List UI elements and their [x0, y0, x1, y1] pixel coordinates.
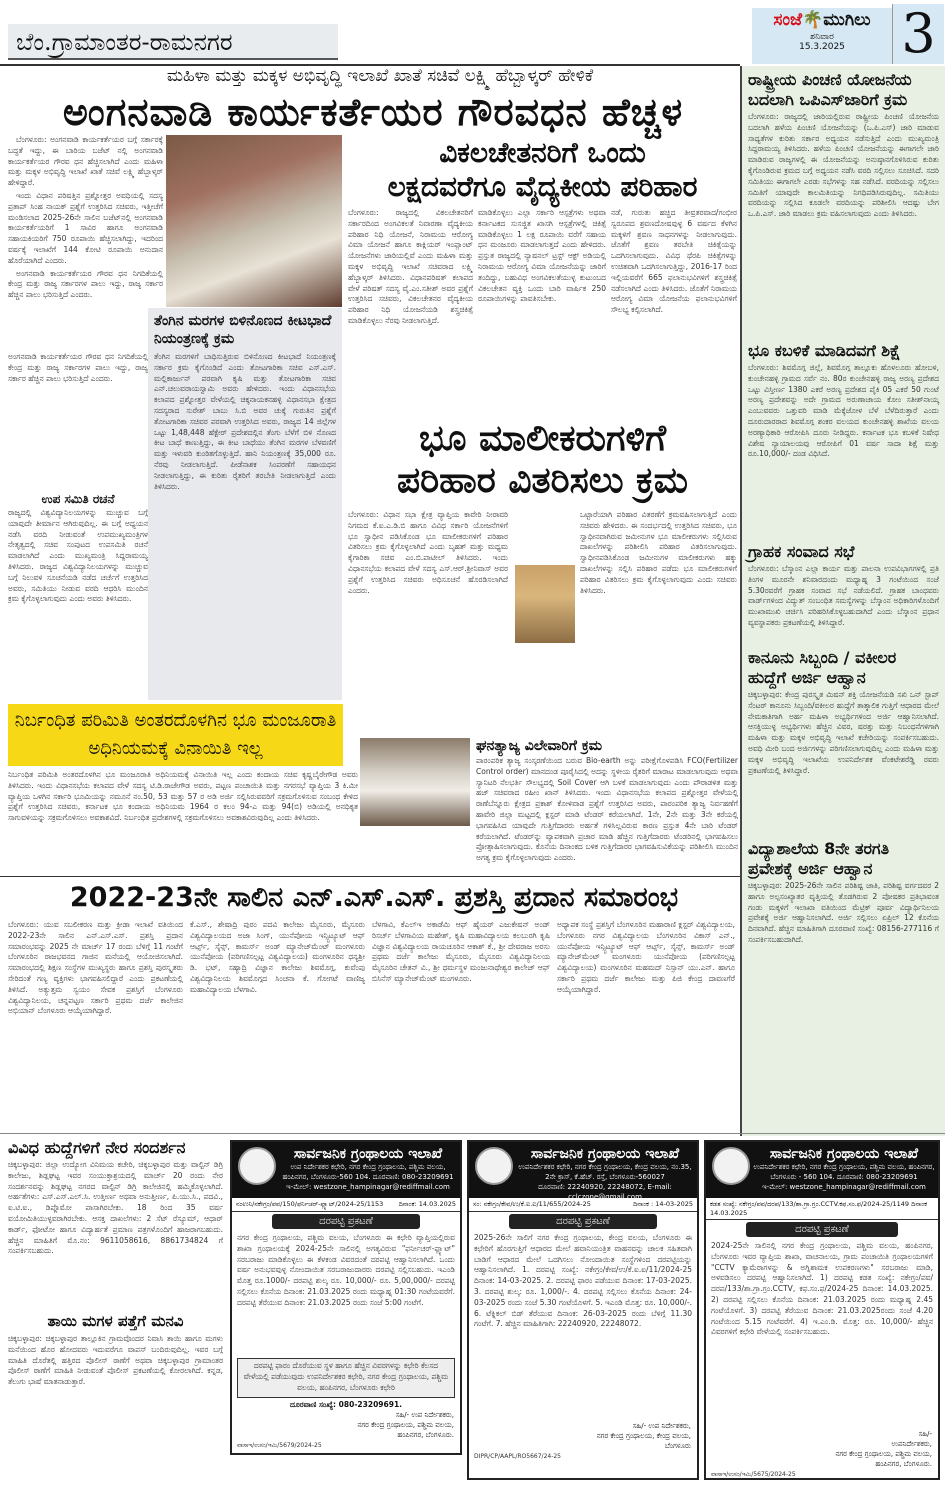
lead-paragraph: ಬೆಂಗಳೂರು: ಅಂಗನವಾಡಿ ಕಾರ್ಯಕರ್ತೆಯರ ಬಗ್ಗೆ ಸರ್ಕಾರಕ್ಕೆ ಬದ್ಧತೆ ಇದ್ದು, ಈ ಬಾರಿಯ ಬಜೆಟ್ ನಲ್ಲಿ ಅಂಗನವಾಡಿ ಕಾರ್ಯಕರ್ತೆಯರ ಗೌರವ ಧನ ಹೆಚ್ಚಿಸಲಾಗಿದೆ ಎಂದು ಮಹಿಳಾ ಮತ್ತು ಮಕ್ಕಳ ಅಭಿವೃದ್ಧಿ ಇಲಾಖೆ ಖಾತೆ ಸಚಿವೆ ಲಕ್ಷ್ಮಿ ಹೆಬ್ಬಾಳ್ಕರ್ ಹೇಳಿದ್ದಾರೆ. — [8, 135, 163, 188]
ad-signature: ನಗರ ಕೇಂದ್ರ ಗ್ರಂಥಾಲಯ, ಪಶ್ಚಿಮ ವಲಯ, — [835, 1450, 932, 1458]
ad-banner: ದರಪಟ್ಟಿ ಪ್ರಕಟಣೆ — [509, 1214, 657, 1229]
ad-email: ಇ-ಮೇಲ್: westzone_hampinagar@rediffmail.com — [762, 1183, 926, 1191]
interview-headline: ವಿವಿಧ ಹುದ್ದೆಗಳಿಗೆ ನೇರ ಸಂದರ್ಶನ — [8, 1138, 186, 1157]
missing-persons-headline: ತಾಯಿ ಮಗಳ ಪತ್ತೆಗೆ ಮನವಿ — [47, 1312, 184, 1330]
ad-ref: ಕಡತ ಸಂಖ್ಯೆ: ನಕೇಗ್ರಂ/ಪವ/ದರಪ/133/ಶಾ.ಗ್ರಾ.ಗ್ರಂ.CCTV.ಕಫ.ಸಂ.ಫ/2024-25/1149 ದಿನಾಂಕ 14.03.2025 — [710, 1200, 928, 1217]
divider — [0, 1133, 945, 1134]
land-headline-line2: ಪರಿಹಾರ ವಿತರಿಸಲು ಕ್ರಮ — [397, 460, 688, 501]
minister-portrait — [515, 565, 575, 643]
ad-signature: ನಗರ ಕೇಂದ್ರ ಗ್ರಂಥಾಲಯ, ಕೇಂದ್ರ ವಲಯ, — [596, 1432, 691, 1440]
ad-signature: ಸಹಿ/- ಉಪ ನಿರ್ದೇಶಕರು, — [632, 1422, 691, 1430]
medical-headline-line2: ಲಕ್ಷದವರೆಗೂ ವೈದ್ಯಕೀಯ ಪರಿಹಾರ — [387, 170, 698, 203]
waste-body: ಪಾರಂಪರಿಕ ತ್ಯಾಜ್ಯ ಸಂಸ್ಕರಣೆಯಿಂದ ಬರುವ Bio-earth ಅನ್ನು ಪರೀಕ್ಷೆಗೊಳಪಡಿಸಿ FCO(Fertilizer Control order) ಮಾನದಂಡ ಪೂರೈಸಿದಲ್ಲಿ ಅದನ್ನು ಸ್ಥಳೀಯ ರೈತರಿಗೆ ಮಾರಾಟ ಮಾಡಲಾಗುವುದು ಅಥವಾ ಸ್ಯಾನಿಟರಿ ನೆಲಭರ್ತಿ ಸೌಲಭ್ಯದಲ್ಲಿ Soil Cover ಆಗಿ ಬಳಕೆ ಮಾಡಲಾಗುವುದು ಎಂದು ಪೌರಾಡಳಿತ ಮತ್ತು ಹಜ್ ಸಚಿವರಾದ ರಹೀಂ ಖಾನ್ ತಿಳಿಸಿದರು. ಇಂದು ವಿಧಾನಸಭೆಯ ಕಲಾಪದ ಪ್ರಶ್ನೋತ್ತರ ವೇಳೆಯಲ್ಲಿ ರಾಣೆಬೆನ್ನೂರು ಕ್ಷೇತ್ರದ ಪ್ರಕಾಶ್ ಕೋಳಿವಾಡ ಪ್ರಶ್ನೆಗೆ ಉತ್ತರಿಸಿದ ಅವರು, ಪಾರಂಪರಿಕ ತ್ಯಾಜ್ಯ ನಿರ್ವಹಣೆಗೆ ಹಾವೇರಿ ಜಿಲ್ಲಾ ಮಟ್ಟದಲ್ಲಿ ಕ್ಲಸ್ಟರ್ ಮಾಡಿ ಟೆಂಡರ್ ಕರೆಯಲಾಗಿದೆ. 1ನೇ, 2ನೇ ಮತ್ತು 3ನೇ ಕರೆಯಲ್ಲಿ ಭಾಗವಹಿಸಿದ ಯಾವುದೇ ಗುತ್ತಿಗೆದಾರರು ಅರ್ಹತೆ ಗಳಿಸಿಲ್ಲವಿರುವ ಕಾರಣ ಪ್ರಸ್ತುತ 4ನೇ ಬಾರಿ ಟೆಂಡರ್ ಕರೆಯಲಾಗಿದೆ. ಟೆಂಡರ್‌ನ್ನು ವ್ಯಾಪಕವಾಗಿ ಪ್ರಚಾರ ಮಾಡಿ ಹೆಚ್ಚಿನ ಗುತ್ತಿಗೆದಾರರು ಟೆಂಡರಿನಲ್ಲಿ ಭಾಗವಹಿಸಲು ಪ್ರೋತ್ಸಾಹಿಸಲಾಗುವುದು. ಕೊನೆಯ ದಿನಾಂಕದ ಬಳಿಕ ಗುತ್ತಿಗೆದಾರರ ಭಾಗವಹಿಸುವಿಕೆಯನ್ನು ಪರಿಶೀಲಿಸಿ ಮುಂದಿನ ಅಗತ್ಯ ಕ್ರಮ ಕೈಗೊಳ್ಳಲಾಗುವುದು ಎಂದರು. — [476, 756, 738, 863]
ad-signature: ಹಂಪಿನಗರ, ಬೆಂಗಳೂರು. — [397, 1431, 454, 1439]
ad-footer: DIPR/CP/AAPL/RO5667/24-25 — [474, 1453, 562, 1460]
medical-headline-line1: ವಿಕಲಚೇತನರಿಗೆ ಒಂದು — [439, 136, 646, 169]
coconut-headline: ತೆಂಗಿನ ಮರಗಳ ಬಿಳಿನೊಣದ ಕೀಟಭಾದೆ ನಿಯಂತ್ರಣಕ್ಕೆ ಕ್ರಮ — [154, 313, 332, 347]
sidebar-body-legal-staff: ಚಿಕ್ಕಬಳ್ಳಾಪುರ: ಕೇಂದ್ರ ಪುರಸ್ಕೃತ ಮಿಷನ್ ಶಕ್ತಿ ಯೋಜನೆಯಡಿ ಸಖಿ ಒನ್ ಸ್ಟಾಪ್ ಸೆಂಟರ್ ಕಾನೂನು ಸಿಬ್ಬಂದಿ/ವಕೀಲರ ಹುದ್ದೆಗೆ ತಾತ್ಕಾಲಿಕ ಗುತ್ತಿಗೆ ಆಧಾರದ ಮೇಲೆ ನೇಮಕಾತಿಗಾಗಿ ಅರ್ಹ ಮಹಿಳಾ ಅಭ್ಯರ್ಥಿಗಳಿಂದ ಅರ್ಜಿ ಆಹ್ವಾನಿಸಲಾಗಿದೆ. ಆಸಕ್ತಿಯುಳ್ಳ ಅಭ್ಯರ್ಥಿಗಳು ಹೆಚ್ಚಿನ ವಿವರ, ಷರತ್ತು ಮತ್ತು ನಿಬಂಧನೆಗಳಿಗಾಗಿ ಮಹಿಳಾ ಮತ್ತು ಮಕ್ಕಳ ಅಭಿವೃದ್ಧಿ ಇಲಾಖೆ ಕಚೇರಿಯನ್ನು ಸಂಪರ್ಕಿಸಬಹುದು. ಅವಧಿ ಮೀರಿ ಬಂದ ಅರ್ಜಿಗಳನ್ನು ಪರಿಗಣಿಸಲಾಗುವುದಿಲ್ಲ ಎಂದು ಮಹಿಳಾ ಮತ್ತು ಮಕ್ಕಳ ಅಭಿವೃದ್ಧಿ ಇಲಾಖೆಯ ಉಪನಿರ್ದೇಶಕ ವೆಂಕಟೇಶರೆಡ್ಡಿ ರವರು ಪ್ರಕಟಣೆಯಲ್ಲಿ ತಿಳಿಸಿದ್ದಾರೆ. — [748, 690, 939, 775]
sidebar-body-pension: ಬೆಂಗಳೂರು: ರಾಜ್ಯದಲ್ಲಿ ಜಾರಿಯಲ್ಲಿರುವ ರಾಷ್ಟ್ರೀಯ ಪಿಂಚಣಿ ಯೋಜನೆಯ ಬದಲಾಗಿ ಹಳೆಯ ಪಿಂಚಣಿ ಯೋಜನೆಯನ್ನು (ಒ.ಪಿ.ಎಸ್) ಜಾರಿ ಮಾಡುವ ಸಾಧ್ಯತೆಗಳ ಕುರಿತು ಸರ್ಕಾರ ಅಧ್ಯಯನ ನಡೆಸುತ್ತಿದೆ ಎಂದು ಮುಖ್ಯಮಂತ್ರಿ ಸಿದ್ದರಾಮಯ್ಯ ತಿಳಿಸಿದರು. ಹಳೆಯ ಪಿಂಚಣಿ ಯೋಜನೆಯನ್ನು ಈಗಾಗಲೇ ಜಾರಿ ಮಾಡಿರುವ ರಾಜ್ಯಗಳಲ್ಲಿ ಈ ಯೋಜನೆಯನ್ನು ಅನುಷ್ಠಾನಗೊಳಿಸಿರುವ ಕುರಿತು ಕೈಗೊಂಡಿರುವ ಕ್ರಮದ ಬಗ್ಗೆ ಅಧ್ಯಯನ ನಡೆಸಿ ವರದಿ ಸಲ್ಲಿಸಲು ಸೂಚಿಸಿದೆ. ಸದರಿ ಸಮಿತಿಯು ಈಗಾಗಲೇ ಎರಡು ಸಭೆಗಳನ್ನು ಸಹ ನಡೆಸಿದೆ. ವರದಿಯನ್ನು ಸಲ್ಲಿಸಲು ಸಮಿತಿಗೆ ಯಾವುದೇ ಕಾಲಮಿತಿಯನ್ನು ನಿಗಧಿಪಡಿಸಿರುವುದಿಲ್ಲ. ಸಮಿತಿಯು ವರದಿಯನ್ನು ಸಲ್ಲಿಸಿದ ಕೂಡಲೇ ವರದಿಯನ್ನು ಪರಿಶೀಲಿಸಿ ಆದಷ್ಟು ಬೇಗ ಒ.ಪಿ.ಎಸ್. ಜಾರಿ ಮಾಡಲು ಕ್ರಮ ವಹಿಸಲಾಗುವುದು ಎಂದು ತಿಳಿಸಿದರು. — [748, 112, 939, 219]
nss-headline: 2022-23ನೇ ಸಾಲಿನ ಎನ್.ಎಸ್.ಎಸ್. ಪ್ರಶಸ್ತಿ ಪ್ರದಾನ ಸಮಾರಂಭ — [69, 882, 679, 913]
ad-signature: ಉಪನಿರ್ದೇಶಕರು, — [891, 1440, 932, 1448]
medical-col-1: ಬೆಂಗಳೂರು: ರಾಜ್ಯದಲ್ಲಿ ವಿಕಲಚೇತನರಿಗೆ ಸರ್ಕಾರದಿಂದ ಅಂಗವಿಕಲತೆ ನಿವಾರಣಾ ವೈದ್ಯಕೀಯ ಪರಿಹಾರ ನಿಧಿ ಯೋಜನೆ, ನಿರಾಮಯ ಆರೋಗ್ಯ ವಿಮಾ ಯೋಜನೆ ಹಾಗೂ ಕಾಕ್ಲಿಯರ್ ಇಂಪ್ಲಾಂಟ್ ಯೋಜನೆಗಳು ಜಾರಿಯಲ್ಲಿವೆ ಎಂದು ಮಹಿಳಾ ಮತ್ತು ಮಕ್ಕಳ ಅಭಿವೃದ್ಧಿ ಇಲಾಖೆ ಸಚಿವರಾದ ಲಕ್ಷ್ಮಿ ಹೆಬ್ಬಾಳ್ಕರ್ ತಿಳಿಸಿದರು. ವಿಧಾನಪರಿಷತ್ ಕಲಾಪದ ವೇಳೆ ಪರಿಷತ್ ಸದಸ್ಯ ವೈ.ಎಂ.ಸತೀಶ್ ಅವರ ಪ್ರಶ್ನೆಗೆ ಉತ್ತರಿಸಿದ ಸಚಿವರು, ವಿಕಲಚೇತನರ ವೈದ್ಯಕೀಯ ಪರಿಹಾರ ನಿಧಿ ಯೋಜನೆಯಡಿ ಶಸ್ತ್ರಚಿಕಿತ್ಸೆ ಮಾಡಿಕೊಳ್ಳಲು ನೆರವು ನೀಡಲಾಗುತ್ತಿದೆ. — [348, 208, 473, 325]
subhead-sub-committee: ಉಪ ಸಮಿತಿ ರಚನೆ — [41, 492, 115, 506]
sidebar-body-consumer-meet: ಬೆಂಗಳೂರು: ಬೆಸ್ಕಾಂನ ಎಲ್ಲಾ ಕಾರ್ಯ ಮತ್ತು ಪಾಲನಾ ಉಪವಿಭಾಗಗಳಲ್ಲಿ ಪ್ರತಿ ತಿಂಗಳ ಮೂರನೇ ಶನಿವಾರದಂದು ಮಧ್ಯಾಹ್ನ 3 ಗಂಟೆಯಿಂದ ಸಂಜೆ 5.30ರವರೆಗೆ ಗ್ರಾಹಕ ಸಂವಾದ ಸಭೆ ನಡೆಯಲಿದೆ. ಗ್ರಾಹಕ ಬಾಂಧವರು ವಾರ್ಡ್‌ಗಳಿಂದ ವಿದ್ಯುತ್ ಸಂಬಂಧಿತ ಸಮಸ್ಯೆಗಳನ್ನು ಬೆಸ್ಕಾಂನ ಅಧಿಕಾರಿಗಳೊಂದಿಗೆ ಮುಖಾಮುಖಿ ಚರ್ಚಿಸಿ ಪರಿಹರಿಸಿಕೊಳ್ಳಬಹುದಾಗಿದೆ ಎಂದು ಬೆಸ್ಕಾಂನ ಪ್ರಧಾನ ವ್ಯವಸ್ಥಾಪಕರು ಪ್ರಕಟಣೆಯಲ್ಲಿ ತಿಳಿಸಿದ್ದಾರೆ. — [748, 564, 939, 627]
ad-signature: ನಗರ ಕೇಂದ್ರ ಗ್ರಂಥಾಲಯ, ಪಶ್ಚಿಮ ವಲಯ, — [357, 1421, 454, 1429]
interview-body: ಚಿಕ್ಕಬಳ್ಳಾಪುರ: ಜಿಲ್ಲಾ ಉದ್ಯೋಗ ವಿನಿಮಯ ಕಚೇರಿ, ಚಿಕ್ಕಬಳ್ಳಾಪುರ ಮತ್ತು ವಾಲ್ಟಿನ್ ಡಿಗ್ರಿ ಕಾಲೇಜು, ಶಿಡ್ಲಘಟ್ಟ ಇವರ ಸಂಯುಕ್ತಾಶ್ರಯದಲ್ಲಿ ಮಾರ್ಚ್ 20 ರಂದು ನೇರ ಸಂದರ್ಶನವನ್ನು ಶಿಡ್ಲಘಟ್ಟ ನಗರದ ವಾಲ್ಟಿನ್ ಡಿಗ್ರಿ ಕಾಲೇಜಿನಲ್ಲಿ ಹಮ್ಮಿಕೊಳ್ಳಲಾಗಿದೆ. ಅರ್ಹತೆಗಳು: ಎಸ್.ಎಸ್.ಎಲ್.ಸಿ. ಉತ್ತೀರ್ಣ ಅಥವಾ ಅನುತ್ತೀರ್ಣ, ಪಿ.ಯು.ಸಿ., ಪದವಿ., ಐ.ಟಿ.ಐ., ಡಿಪ್ಲೊಮೋ ಪಾಸಾಗಿರಬೇಕು. 18 ರಿಂದ 35 ವರ್ಷ ವಯೋಮಿತಿಯುಳ್ಳವರಾಗಿರಬೇಕು. ಆಸಕ್ತ ದಾಖಲೆಗಳು: 2 ಸೆಟ್ ರೆಸ್ಯೂಮ್, ಆಧಾರ್ ಕಾರ್ಡ್, ಫೋಟೋ ಹಾಗೂ ವಿದ್ಯಾರ್ಹತೆ ಪ್ರಮಾಣ ಪತ್ರಗಳೊಂದಿಗೆ ಹಾಜರಾಗಬಹುದು. ಹೆಚ್ಚಿನ ಮಾಹಿತಿಗೆ ಮೊ.ನಂ: 9611058616, 8861734824 ಗೆ ಸಂಪರ್ಕಿಸಬಹುದು. — [8, 1160, 223, 1256]
medical-col-2: ಮಾಡಿಕೊಳ್ಳಲು ಎಲ್ಲಾ ಸರ್ಕಾರಿ ಆಸ್ಪತ್ರೆಗಳು ಅಥವಾ ಕರ್ನಾಟಕದ ಸುಸಜ್ಜಿತ ಖಾಸಗಿ ಆಸ್ಪತ್ರೆಗಳಲ್ಲಿ ಚಿಕಿತ್ಸೆ ಮಾಡಿಕೊಳ್ಳಲು 1 ಲಕ್ಷ ರೂಪಾಯಿ ವರೆಗೆ ಸಹಾಯ ಧನ ಮಂಜೂರು ಮಾಡಲಾಗುತ್ತದೆ ಎಂದು ಹೇಳಿದರು. ಪ್ರಸ್ತುತ ರಾಜ್ಯದಲ್ಲಿ ನ್ಯಾಷನಲ್ ಟ್ರಸ್ಟ್ ಆಕ್ಟ್ ಅಡಿಯಲ್ಲಿ ನಿರಾಮಯ ಆರೋಗ್ಯ ವಿಮಾ ಯೋಜನೆಯನ್ನು ಜಾರಿಗೆ ತಂದಿದ್ದು, ಬಹುವಿಧ ಅಂಗವಿಕಲತೆಯುಳ್ಳ ಕುಟುಂಬದ ವಿಕಲಚೇತನ ವ್ಯಕ್ತಿ ಒಂದು ಬಾರಿ ವಾರ್ಷಿಕ 250 ರೂಪಾಯಿಗಳನ್ನು ಪಾವತಿಸಬೇಕು. — [478, 208, 606, 304]
ad-banner: ದರಪಟ್ಟಿ ಪ್ರಕಟಣೆ — [272, 1214, 420, 1229]
coconut-story-box — [148, 308, 342, 700]
ad-phone: ದೂರವಾಣಿ ಸಂಖ್ಯೆ: 080-23209691. — [289, 1400, 403, 1409]
waste-headline: ಘನತ್ಯಾಜ್ಯ ವಿಲೇವಾರಿಗೆ ಕ್ರಮ — [476, 738, 603, 754]
lead-body-cont: ಅಂಗನವಾಡಿ ಕಾರ್ಯಕರ್ತೆಯರ ಗೌರವ ಧನ ನಿಗದಿಕೆಯಲ್ಲಿ ಕೇಂದ್ರ ಮತ್ತು ರಾಜ್ಯ ಸರ್ಕಾರಗಳ ಪಾಲು ಇದ್ದು, ರಾಜ್ಯ ಸರ್ಕಾರ ಹೆಚ್ಚಿನ ಪಾಲು ಭರಿಸುತ್ತಿದೆ ಎಂದರು. — [8, 352, 148, 383]
govt-seal-icon — [712, 1147, 750, 1185]
sidebar-body-school-admission: ಚಿಕ್ಕಬಳ್ಳಾಪುರ: 2025-26ನೇ ಸಾಲಿನ ಪರಿಶಿಷ್ಟ ಜಾತಿ, ಪರಿಶಿಷ್ಟ ವರ್ಗದವರ 2 ಹಾಗೂ ಅಲ್ಪಸಂಖ್ಯಾತರ ವೃತ್ತಿಯಲ್ಲಿ ತೊಡಗಿರುವ 2 ಪೋಷಕರ ಪ್ರತಿಭಾವಂತ ಗಂಡು ಮಕ್ಕಳಿಗೆ ಇಲಾಖಾ ವತಿಯಿಂದ ಮೆಟ್ರಿಕ್ ಪೂರ್ವ ವಿದ್ಯಾರ್ಥಿನಿಲಯ ಪ್ರವೇಶಕ್ಕೆ ಅರ್ಜಿ ಆಹ್ವಾನಿಸಲಾಗಿದೆ. ಅರ್ಜಿ ಸಲ್ಲಿಸಲು ಏಪ್ರಿಲ್ 12 ಕೊನೆಯ ದಿನವಾಗಿದೆ. ಹೆಚ್ಚಿನ ಮಾಹಿತಿಗಾಗಿ ದೂರವಾಣಿ ಸಂಖ್ಯೆ: 08156-277116 ಗೆ ಸಂಪರ್ಕಿಸಬಹುದಾಗಿದೆ. — [748, 881, 939, 944]
exemption-headline: ನಿರ್ಬಂಧಿತ ಪರಿಮಿತಿ ಅಂತರದೊಳಗಿನ ಭೂ ಮಂಜೂರಾತಿ ಅಧಿನಿಯಮಕ್ಕೆ ವಿನಾಯಿತಿ ಇಲ್ಲ — [8, 704, 343, 766]
ad-title: ಸಾರ್ವಜನಿಕ ಗ್ರಂಥಾಲಯ ಇಲಾಖೆ — [769, 1146, 919, 1162]
sidebar-headline-pension: ರಾಷ್ಟ್ರೀಯ ಪಿಂಚಣಿ ಯೋಜನೆಯ ಬದಲಾಗಿ ಒಪಿಎಸ್‌ಜಾರಿಗೆ ಕ್ರಮ — [748, 70, 912, 109]
issue-date: 15.3.2025 — [799, 42, 845, 52]
nss-col-2: ಕೆ.ಎಸ್., ಶೇಷಾದ್ರಿ ಪುರಂ ಪದವಿ ಕಾಲೇಜು ಮೈಸೂರು, ಮೈಸೂರು ವಿಶ್ವವಿದ್ಯಾಲಯದ ಅಜಾ ಸಿಂಗ್, ಯುನೆಪೋಯ ಇನ್ಸ್ಟಿಟ್ಯೂಟ್ ಆಫ್ ಆರ್ಟ್ಸ್, ಸೈನ್ಸ್, ಕಾಮರ್ಸ್ ಅಂಡ್ ಮ್ಯಾನೇಜ್‌ಮೆಂಟ್ ಮಂಗಳೂರು ಯುನೆಪೋಯ (ಪರಿಗಣಿಸಲ್ಪಟ್ಟ ವಿಶ್ವವಿದ್ಯಾಲಯ) ಮಂಗಳೂರಿನ ಧನ್ಯಶ್ರೀ ಡಿ. ಭಟ್, ಸಹ್ಯಾದ್ರಿ ವಿಜ್ಞಾನ ಕಾಲೇಜು ಶಿವಮೊಗ್ಗ, ಕುವೆಂಪು ವಿಶ್ವವಿದ್ಯಾನಿಲಯ ಶಿವಮೊಗ್ಗದ ಸಿಂಚನಾ ಕೆ. ಗೋಗಟೆ ವಾಣಿಜ್ಯ ಮಹಾವಿದ್ಯಾಲಯ ಬೆಳಗಾವಿ. — [190, 920, 365, 994]
nss-col-1: ಬೆಂಗಳೂರು: ಯುವ ಸಬಲೀಕರಣ ಮತ್ತು ಕ್ರೀಡಾ ಇಲಾಖೆ ವತಿಯಿಂದ 2022-23ನೇ ಸಾಲಿನ ಎನ್.ಎಸ್.ಎಸ್. ಪ್ರಶಸ್ತಿ ಪ್ರದಾನ ಸಮಾರಂಭವನ್ನು 2025 ನೇ ಮಾರ್ಚ್ 17 ರಂದು ಬೆಳಿಗ್ಗೆ 11 ಗಂಟೆಗೆ ಬೆಂಗಳೂರಿನ ರಾಜಭವನದ ಗಾಜಿನ ಮನೆಯಲ್ಲಿ ಆಯೋಜಿಸಲಾಗಿದೆ. ಸಮಾರಂಭದಲ್ಲಿ ಶಿಕ್ಷಣ ಸಂಸ್ಥೆಗಳ ಮುಖ್ಯಸ್ಥರು ಹಾಗೂ ಪ್ರಶಸ್ತಿ ಪುರಸ್ಕೃತರು ಸೇರಿದಂತೆ ಗಣ್ಯ ವ್ಯಕ್ತಿಗಳು ಭಾಗವಹಿಸಲಿದ್ದಾರೆ ಎಂದು ಪ್ರಕಟಣೆಯಲ್ಲಿ ತಿಳಿಸಿದೆ. ಅತ್ಯುತ್ತಮ ಸ್ವಯಂ ಸೇವಕ ಪ್ರಶಸ್ತಿಗೆ ಬೆಂಗಳೂರು ವಿಶ್ವವಿದ್ಯಾನಿಲಯ, ಚನ್ನಪಟ್ಟಣ ಸರ್ಕಾರಿ ಪ್ರಥಮ ದರ್ಜೆ ಕಾಲೇಜಿನ ಅಭಿಯಾನ್ ಬೆಂಗಳೂರು ಆಯ್ಕೆಯಾಗಿದ್ದಾರೆ. — [8, 920, 183, 1016]
lead-paragraph: ಇಂದು ವಿಧಾನ ಪರಿಷತ್ತಿನ ಪ್ರಶ್ನೋತ್ತರ ಅವಧಿಯಲ್ಲಿ ಸದಸ್ಯ ಪ್ರತಾಪ್ ಸಿಂಹ ನಾಯಕ್ ಪ್ರಶ್ನೆಗೆ ಉತ್ತರಿಸಿದ ಸಚಿವರು, ಇತ್ತೀಚೆಗೆ ಮಂಡಿಸಲಾದ 2025-26ನೇ ಸಾಲಿನ ಬಜೆಟ್‌ನಲ್ಲಿ ಅಂಗನವಾಡಿ ಕಾರ್ಯಕರ್ತೆಯರಿಗೆ 1 ಸಾವಿರ ಹಾಗೂ ಅಂಗನವಾಡಿ ಸಹಾಯಕಿಯರಿಗೆ 750 ರೂಪಾಯಿ ಹೆಚ್ಚಿಸಲಾಗಿದ್ದು, ಇದರಿಂದ ವರ್ಷಕ್ಕೆ ಇಲಾಖೆಗೆ 144 ಕೋಟಿ ರೂಪಾಯಿ ಅನುದಾನ ಹೊರೆಯಾಗಿದೆ ಎಂದರು. — [8, 190, 163, 265]
assembly-photo — [360, 738, 470, 826]
tender-ad-3 — [704, 1140, 940, 1480]
ad-body: ನಗರ ಕೇಂದ್ರ ಗ್ರಂಥಾಲಯ, ಪಶ್ಚಿಮ ವಲಯ, ಬೆಂಗಳೂರು ಈ ಕಛೇರಿ ವ್ಯಾಪ್ತಿಯಲ್ಲಿರುವ ಶಾಖಾ ಗ್ರಂಥಾಲಯಕ್ಕೆ 2024-25ನೇ ಸಾಲಿನಲ್ಲಿ ಅಗತ್ಯವಿರುವ "ಫರ್ನೀಚರ್-ಫ್ಲ್ಯಾಟ್" ಸರಬರಾಜು ಮಾಡಿಕೊಳ್ಳಲು ಈ ಕೆಳಕಂಡ ವಿವರದಂತೆ ದರಪಟ್ಟಿ ಆಹ್ವಾನಿಸಲಾಗಿದೆ. ಒಂದು ವರ್ಷ ಅನುಭವವುಳ್ಳ ನೋಂದಾಯಿತ ಸರಬರಾಜುದಾರರು ದರಪಟ್ಟಿ ಸಲ್ಲಿಸಬಹುದು. ಇಎಂಡಿ ಮೊತ್ತ ರೂ.1000/- ದರಪಟ್ಟಿ ಶುಲ್ಕ ರೂ. 10,000/- ರೂ. 5,00,000/- ದರಪಟ್ಟಿ ಸಲ್ಲಿಸಲು ಕೊನೆಯ ದಿನಾಂಕ: 21.03.2025 ರಂದು ಮಧ್ಯಾಹ್ನ 01:30 ಗಂಟೆಯವರೆಗೆ. ದರಪಟ್ಟಿ ತೆರೆಯುವ ದಿನಾಂಕ: 21.03.2025 ರಂದು ಸಂಜೆ 5:00 ಗಂಟೆಗೆ. — [237, 1233, 455, 1307]
ad-date: ದಿನಾಂಕ : 14-03-2025 — [632, 1200, 693, 1208]
issue-day: ಶನಿವಾರ — [810, 32, 834, 42]
ad-signature: ಹಂಪಿನಗರ, ಬೆಂಗಳೂರು. — [875, 1460, 932, 1468]
section-tag: ಬೆಂ.ಗ್ರಾಮಾಂತರ-ರಾಮನಗರ — [8, 24, 338, 60]
lead-body — [8, 135, 163, 350]
nss-col-4: ಅಧ್ಯಾಪಕ ಸಂಸ್ಥೆ ಪ್ರಶಸ್ತಿಗೆ ಬೆಂಗಳೂರಿನ ಮಹಾರಾಣಿ ಕ್ಲಸ್ಟರ್ ವಿಶ್ವವಿದ್ಯಾಲಯ, ಬೆಂಗಳೂರು ನಗರ ವಿಶ್ವವಿದ್ಯಾಲಯ ಬೆಂಗಳೂರಿನ ವಿಕಾಸ್ ಎನ್., ಯುನೆಪೋಯ ಇನ್ಸ್ಟಿಟ್ಯೂಟ್ ಆಫ್ ಆರ್ಟ್ಸ್, ಸೈನ್ಸ್, ಕಾಮರ್ಸ್ ಅಂಡ್ ಮ್ಯಾನೇಜ್‌ಮೆಂಟ್ ಮಂಗಳೂರು ಯುನೆಪೋಯ (ಪರಿಗಣಿಸಲ್ಪಟ್ಟ ವಿಶ್ವವಿದ್ಯಾಲಯ) ಮಂಗಳೂರಿನ ಮಹಮದ್ ನಿಸ್ಸಾನ್ ಯು.ಎನ್. ಹಾಗೂ ಸರ್ಕಾರಿ ಪ್ರಥಮ ದರ್ಜೆ ಕಾಲೇಜು ಮತ್ತು ಪಿಜಿ ಕೇಂದ್ರ ದಾವಣಗೆರೆ ಆಯ್ಕೆಯಾಗಿದ್ದಾರೆ. — [557, 920, 735, 994]
lead-paragraph: ಅಂಗನವಾಡಿ ಕಾರ್ಯಕರ್ತೆಯರ ಗೌರವ ಧನ ನಿಗದಿಕೆಯಲ್ಲಿ ಕೇಂದ್ರ ಮತ್ತು ರಾಜ್ಯ ಸರ್ಕಾರಗಳ ಪಾಲು ಇದ್ದು, ರಾಜ್ಯ ಸರ್ಕಾರ ಹೆಚ್ಚಿನ ಪಾಲು ಭರಿಸುತ್ತಿದೆ ಎಂದರು. — [8, 268, 163, 300]
ad-title: ಸಾರ್ವಜನಿಕ ಗ್ರಂಥಾಲಯ ಇಲಾಖೆ — [293, 1146, 443, 1162]
ad-address: ಉಪನಿರ್ದೇಶಕರ ಕಛೇರಿ, ನಗರ ಕೇಂದ್ರ ಗ್ರಂಥಾಲಯ, ಪಶ್ಚಿಮ ವಲಯ, ಹಂಪಿನಗರ, ಬೆಂಗಳೂರು - 560 104. ದೂರವಾಣಿ: 080-23209691 — [753, 1163, 935, 1181]
masthead — [752, 8, 892, 64]
govt-seal-icon — [238, 1147, 276, 1185]
missing-persons-body: ಚಿಕ್ಕಬಳ್ಳಾಪುರ: ಚಿಕ್ಕಬಳ್ಳಾಪುರ ತಾಲ್ಲೂಕಿನ ಗ್ರಾಮವೊಂದರ ನಿವಾಸಿ ತಾಯಿ ಹಾಗೂ ಮಗಳು ಮನೆಯಿಂದ ಹೊರ ಹೋದವರು ಇದುವರೆಗೂ ವಾಪಸ್ ಬಂದಿರುವುದಿಲ್ಲ. ಇವರ ಬಗ್ಗೆ ಮಾಹಿತಿ ದೊರೆತಲ್ಲಿ ಹತ್ತಿರದ ಪೊಲೀಸ್ ಠಾಣೆಗೆ ಅಥವಾ ಚಿಕ್ಕಬಳ್ಳಾಪುರ ಗ್ರಾಮಾಂತರ ಪೊಲೀಸ್ ಠಾಣೆಗೆ ಮಾಹಿತಿ ನೀಡುವಂತೆ ಪೊಲೀಸ್ ಪ್ರಕಟಣೆಯಲ್ಲಿ ಕೋರಲಾಗಿದೆ. ಕನ್ನಡ, ತೆಲುಗು ಭಾಷೆ ಮಾತನಾಡುತ್ತಾರೆ. — [8, 1334, 223, 1387]
ad-signature: ಸಹಿ/- — [918, 1430, 932, 1438]
sidebar-headline-consumer-meet: ಗ್ರಾಹಕ ಸಂವಾದ ಸಭೆ — [748, 542, 855, 561]
coconut-body: ತೆಂಗಿನ ಮರಗಳಿಗೆ ಬಾಧಿಸುತ್ತಿರುವ ಬಿಳಿನೊಣದ ಕೀಟಭಾದೆ ನಿಯಂತ್ರಣಕ್ಕೆ ಸರ್ಕಾರ ಕ್ರಮ ಕೈಗೊಂಡಿದೆ ಎಂದು ತೋಟಗಾರಿಕಾ ಸಚಿವ ಎಸ್.ಎಸ್. ಮಲ್ಲಿಕಾರ್ಜುನ್ ಪರವಾಗಿ ಕೃಷಿ ಮತ್ತು ತೋಟಗಾರಿಕಾ ಸಚಿವ ಎನ್.ಚಲುವರಾಯಸ್ವಾಮಿ ಅವರು ಹೇಳಿದರು. ಇಂದು ವಿಧಾನಸಭೆಯ ಕಲಾಪದ ಪ್ರಶ್ನೋತ್ತರ ವೇಳೆಯಲ್ಲಿ ಚಿಕ್ಕನಾಯಕನಹಳ್ಳಿ ವಿಧಾನಸಭಾ ಕ್ಷೇತ್ರದ ಸದಸ್ಯರಾದ ಸುರೇಶ್ ಬಾಬು ಸಿ.ಬಿ ಅವರ ಚುಕ್ಕೆ ಗುರುತಿನ ಪ್ರಶ್ನೆಗೆ ತೋಟಗಾರಿಕಾ ಸಚಿವರ ಪರವಾಗಿ ಉತ್ತರಿಸಿದ ಅವರು, ರಾಜ್ಯದ 14 ಜಿಲ್ಲೆಗಳ ಒಟ್ಟು 1,48,448 ಹೆಕ್ಟೇರ್ ಪ್ರದೇಶದಲ್ಲಿನ ತೆಂಗು ಬೆಳೆಗೆ ಬಿಳಿ ನೊಣದ ಕೀಟ ಬಾಧೆ ಕಾಣುತ್ತಿದ್ದು, ಈ ಕೀಟ ಬಾಧೆಯು ತೆಂಗಿನ ಮರಗಳ ಬೆಳವಣಿಗೆ ಮತ್ತು ಇಳುವರಿ ಕುಂಠಿತಗೊಳ್ಳುತ್ತಿದೆ. ಹಾನಿ ನಿಯಂತ್ರಣಕ್ಕೆ 35,000 ರೂ. ನೆರವು ನೀಡಲಾಗುತ್ತಿದೆ. ಪೀಡೆನಾಶಕ ಸಿಂಪರಣೆಗೆ ಸಹಾಯಧನ ನೀಡಲಾಗುತ್ತಿದ್ದು, ಈ ಕುರಿತು ರೈತರಿಗೆ ತರಬೇತಿ ನೀಡಲಾಗುತ್ತಿದೆ ಎಂದು ತಿಳಿಸಿದರು. — [154, 352, 336, 491]
medical-col-3: ನಡೆ, ಗುರುತು ಹಚ್ಚಿದ ತೀವ್ರತರವಾದ/ಗಂಭೀರ ಸ್ವರೂಪದ ಶ್ರವಣದೋಷವುಳ್ಳ 6 ವರ್ಷದ ಕೆಳಗಿನ ಮಕ್ಕಳಿಗೆ ಶ್ರವಣ ಸಾಧನಗಳನ್ನು ನೀಡಲಾಗುವುದು. ಜೊತೆಗೆ ಶ್ರವಣ ತರಬೇತಿ ಚಿಕಿತ್ಸೆಯನ್ನು ಒದಗಿಸಲಾಗುವುದು. ವಿವಿಧ ಥೆರಪಿ ಚಿಕಿತ್ಸೆಗಳನ್ನು ಉಚಿತವಾಗಿ ಒದಗಿಸಲಾಗುತ್ತಿದ್ದು, 2016-17 ರಿಂದ ಇಲ್ಲಿಯವರೆಗೆ 665 ಫಲಾನುಭವಿಗಳಿಗೆ ಶಸ್ತ್ರಚಿಕಿತ್ಸೆ ನಡೆಸಲಾಗಿದೆ ಎಂದು ತಿಳಿಸಿದರು. ಜೊತೆಗೆ ನಿರಾಮಯ ಆರೋಗ್ಯ ವಿಮಾ ಯೋಜನೆಯ ಫಲಾನುಭವಿಗಳಿಗೆ ಸೌಲಭ್ಯ ಕಲ್ಪಿಸಲಾಗಿದೆ. — [611, 208, 737, 315]
ad-signature: ಬೆಂಗಳೂರು — [664, 1442, 691, 1450]
ad-ref: ಸಂ: ನಕೇಗ್ರಂ/ಕೇವ/ಉ/ಕೆ.ಐ.ಐ/11/655/2024-25 — [473, 1200, 591, 1208]
nss-col-3: ಬೆಳಗಾವಿ, ಕೆಎಲ್‌ಇ ಅಕಾಡೆಮಿ ಆಫ್ ಹೈಯರ್ ಎಜುಕೇಷನ್ ಅಂಡ್ ರಿಸರ್ಚ್ ಬೆಳಗಾವಿಯ ಮಹೇಶ್, ಕೃಷಿ ಮಹಾವಿದ್ಯಾಲಯ ಕಲಬುರಗಿ ಕೃಷಿ ವಿಜ್ಞಾನ ವಿಶ್ವವಿದ್ಯಾಲಯ ರಾಯಚೂರಿನ ಆಕಾಶ್ ಕೆ., ಶ್ರೀ ದೇವರಾಜ ಅರಸು ಪ್ರಥಮ ದರ್ಜೆ ಕಾಲೇಜು ಮೈಸೂರು, ಮೈಸೂರು ವಿಶ್ವವಿದ್ಯಾನಿಲಯ ಮೈಸೂರಿನ ಚೇತನ್ ವಿ., ಶ್ರೀ ಧರ್ಮಸ್ಥಳ ಮಂಜುನಾಥೇಶ್ವರ ಕಾಲೇಜ್ ಆಫ್ ಬಿಸಿನೆಸ್ ಮ್ಯಾನೇಜ್‌ಮೆಂಟ್ ಮಂಗಳೂರು. — [372, 920, 550, 983]
sidebar — [740, 66, 945, 1136]
sidebar-headline-land-grab: ಭೂ ಕಬಳಿಕೆ ಮಾಡಿದವಗೆ ಶಿಕ್ಷೆ — [748, 341, 901, 360]
ad-address: ಉಪ ನಿರ್ದೇಶಕರ ಕಛೇರಿ, ನಗರ ಕೇಂದ್ರ ಗ್ರಂಥಾಲಯ, ಪಶ್ಚಿಮ ವಲಯ, ಹಂಪಿನಗರ, ಬೆಂಗಳೂರು-560 104. ದೂರವಾಣಿ: 080-23209691 — [282, 1163, 454, 1181]
page-number: 3 — [892, 4, 944, 64]
ad-footer: ವಾಸಾಇ/ಉಸಂ/ಇಮಿ/5675/2024-25 — [711, 1471, 796, 1478]
ad-address: ಉಪನಿರ್ದೇಶಕರ ಕಛೇರಿ, ನಗರ ಕೇಂದ್ರ ಗ್ರಂಥಾಲಯ, ಕೇಂದ್ರ ವಲಯ, ನಂ.35, 2ನೇ ಕ್ರಾಸ್, ಕೆ.ಹೆಚ್. ರಸ್ತೆ, ಬೆಂಗಳೂರು-560027 — [518, 1163, 692, 1181]
lead-kicker: ಮಹಿಳಾ ಮತ್ತು ಮಕ್ಕಳ ಅಭಿವೃದ್ಧಿ ಇಲಾಖೆ ಖಾತೆ ಸಚಿವೆ ಲಕ್ಷ್ಮಿ ಹೆಬ್ಬಾಳ್ಕರ್ ಹೇಳಿಕೆ — [166, 66, 594, 86]
land-col-2: ಒಟ್ಟಾರೆಯಾಗಿ ಪರಿಹಾರ ವಿತರಣೆಗೆ ಕ್ರಮವಹಿಸಲಾಗುತ್ತಿದೆ ಎಂದು ಸಚಿವರು ಹೇಳಿದರು. ಈ ಸಂದರ್ಭದಲ್ಲಿ ಉತ್ತರಿಸಿದ ಸಚಿವರು, ಭೂ ಸ್ವಾಧೀನವಾಗಿರುವ ಜಮೀನುಗಳ ಭೂ ಮಾಲೀಕರುಗಳು ಸಲ್ಲಿಸಿರುವ ದಾಖಲೆಗಳನ್ನು ಪರಿಶೀಲಿಸಿ ಪರಿಹಾರ ವಿತರಿಸಲಾಗುವುದು. ಸ್ವಾಧೀನಪಡಿಸಿಕೊಂಡ ಜಮೀನುಗಳ ಮಾಲೀಕರುಗಳು ಹಕ್ಕು ದಾಖಲೆಗಳನ್ನು ಸಲ್ಲಿಸಿ ಪರಿಹಾರ ಪಡೆದು ಭೂ ಮಾಲೀಕರುಗಳಿಗೆ ಪರಿಹಾರ ವಿತರಿಸಲು ಕ್ರಮ ಕೈಗೊಳ್ಳಲಾಗುವುದು ಎಂದು ಸಚಿವರು ತಿಳಿಸಿದರು. — [580, 510, 737, 595]
ad-note: ದರಪಟ್ಟಿ ಫಾರಂ ದೊರೆಯುವ ಸ್ಥಳ ಹಾಗೂ ಹೆಚ್ಚಿನ ವಿವರಗಳನ್ನು ಕಛೇರಿ ಕೆಲಸದ ವೇಳೆಯಲ್ಲಿ ಪಡೆಯುವುದು ಉಪನಿರ್ದೇಶಕರ ಕಛೇರಿ, ನಗರ ಕೇಂದ್ರ ಗ್ರಂಥಾಲಯ, ಪಶ್ಚಿಮ ವಲಯ, ಹಂಪಿನಗರ, ಬೆಂಗಳೂರು ಕಛೇರಿ — [237, 1358, 455, 1398]
palm-tree-icon: 🌴 — [802, 10, 824, 30]
sidebar-body-land-grab: ಬೆಂಗಳೂರು: ಶಿವಮೊಗ್ಗ ಜಿಲ್ಲೆ, ಶಿವಮೊಗ್ಗ ತಾಲ್ಲೂಕು ಹೊಳಲೂರು ಹೋಬಳಿ, ಕುಂಚೇನಹಳ್ಳಿ ಗ್ರಾಮದ ಸರ್ವೆ ನಂ. 80ರ ಕುಂಚೇನಹಳ್ಳಿ ರಾಜ್ಯ ಅರಣ್ಯ ಪ್ರದೇಶದ ಒಟ್ಟು ವಿಸ್ತೀರ್ಣ 1380 ಎಕರೆ ಅರಣ್ಯ ಪ್ರದೇಶದ ಪೈಕಿ 05 ಎಕರೆ 50 ಗುಂಟೆ ಅರಣ್ಯ ಪ್ರದೇಶವನ್ನು ಅದೇ ಗ್ರಾಮದ ಅರುಣಾಚಾಯ ಕೋಂ ಸತೀಶ್‌ನಾಯ್ಕ ಎಂಬುವವರು ಒತ್ತುವರಿ ಮಾಡಿ ಮೆಕ್ಕೆಜೋಳ ಬೆಳೆ ಬೆಳೆದಿರುತ್ತಾರೆ ಎಂದು ದೂರುದಾರರಾದ ಶಿವಮೊಗ್ಗ ಶಂಕರ ವಲಯದ ಕುಂಚೇನಹಳ್ಳಿ ಶಾಖೆಯ ವಲಯ ಅರಣ್ಯಾಧಿಕಾರಿ ಆರೋಪಿಸಿ ದೂರು ನೀಡಿದ್ದರು. ಕರ್ನಾಟಕ ಭೂ ಕಬಳಿಕೆ ನಿಷೇಧ ವಿಶೇಷ ನ್ಯಾಯಾಲಯವು ಆರೋಪಿಗೆ 01 ವರ್ಷ ಸಾದಾ ಶಿಕ್ಷೆ ಮತ್ತು ರೂ.10,000/- ದಂಡ ವಿಧಿಸಿದೆ. — [748, 363, 939, 459]
divider — [0, 876, 740, 877]
ad-body: 2025-26ನೇ ಸಾಲಿಗೆ ನಗರ ಕೇಂದ್ರ ಗ್ರಂಥಾಲಯ, ಕೇಂದ್ರ ವಲಯ, ಬೆಂಗಳೂರು ಈ ಕಛೇರಿಗೆ ಹೊರಗುತ್ತಿಗೆ ಆಧಾರದ ಮೇಲೆ ಹವಾನಿಯಂತ್ರಿತ ವಾಹನವನ್ನು ಚಾಲಕ ಸಹಿತವಾಗಿ ಬಾಡಿಗೆ ಆಧಾರದ ಮೇಲೆ ಒದಗಿಸಲು ನೋಂದಾಯಿತ ಸಂಸ್ಥೆಗಳಿಂದ ದರಪಟ್ಟಿಯನ್ನು ಆಹ್ವಾನಿಸಲಾಗಿದೆ. 1. ದರಪಟ್ಟಿ ಸಂಖ್ಯೆ: ನಕೇಗ್ರಂ/ಕೇವ/ಉ/ಕೆ.ಐ.ಐ/11/2024-25 ದಿನಾಂಕ: 14-03-2025. 2. ದರಪಟ್ಟಿ ಫಾರಂ ಪಡೆಯುವ ದಿನಾಂಕ: 17-03-2025. 3. ದರಪಟ್ಟಿ ಶುಲ್ಕ: ರೂ. 1,000/-. 4. ದರಪಟ್ಟಿ ಸಲ್ಲಿಸಲು ಕೊನೆಯ ದಿನಾಂಕ: 24-03-2025 ರಂದು ಸಂಜೆ 5.30 ಗಂಟೆಯೊಳಗೆ. 5. ಇಎಂಡಿ ಮೊತ್ತ: ರೂ. 10,000/-. 6. ಟೆಕ್ನಿಕಲ್ ಬಿಡ್ ತೆರೆಯುವ ದಿನಾಂಕ: 26-03-2025 ರಂದು ಬೆಳಿಗ್ಗೆ 11.30 ಗಂಟೆಗೆ. 7. ಹೆಚ್ಚಿನ ಮಾಹಿತಿಗಾಗಿ: 22240920, 22248072. — [474, 1233, 692, 1329]
sidebar-headline-legal-staff: ಕಾನೂನು ಸಿಬ್ಬಂದಿ / ವಕೀಲರ ಹುದ್ದೆಗೆ ಅರ್ಜಿ ಆಹ್ವಾನ — [748, 648, 897, 687]
lead-headline: ಅಂಗನವಾಡಿ ಕಾರ್ಯಕರ್ತೆಯರ ಗೌರವಧನ ಹೆಚ್ಚಳ — [62, 90, 684, 134]
ad-body: 2024-25ನೇ ಸಾಲಿನಲ್ಲಿ ನಗರ ಕೇಂದ್ರ ಗ್ರಂಥಾಲಯ, ಪಶ್ಚಿಮ ವಲಯ, ಹಂಪಿನಗರ, ಬೆಂಗಳೂರು ಇವರ ವ್ಯಾಪ್ತಿಯ ಶಾಖಾ, ವಾಚನಾಲಯ, ಗ್ರಾಮ ಪಂಚಾಯಿತಿ ಗ್ರಂಥಾಲಯಗಳಿಗೆ "CCTV ಕ್ಯಾಮೆರಾಗಳನ್ನು & ಅಗ್ನಿಶಾಮಕ ಉಪಕರಣಗಳು" ಸರಬರಾಜು ಮಾಡಿ, ಅಳವಡಿಸಲು ದರಪಟ್ಟಿ ಆಹ್ವಾನಿಸಲಾಗಿದೆ. 1) ದರಪಟ್ಟಿ ಕಡತ ಸಂಖ್ಯೆ: ನಕೇಗ್ರಂ/ಪವ/ದರಪ/133/ಶಾ.ಗ್ರಾ.ಗ್ರಂ.CCTV, ಕಫ.ಸಂ.ಫ/2024-25 ದಿನಾಂಕ: 14.03.2025. 2) ದರಪಟ್ಟಿ ಸಲ್ಲಿಸಲು ಕೊನೆಯ ದಿನಾಂಕ: 21.03.2025 ರಂದು ಮಧ್ಯಾಹ್ನ 2.45 ಗಂಟೆಯೊಳಗೆ. 3) ದರಪಟ್ಟಿ ತೆರೆಯುವ ದಿನಾಂಕ: 21.03.2025ರಂದು ಸಂಜೆ 4.20 ಗಂಟೆಯಿಂದ 5.15 ಗಂಟೆವರೆಗೆ. 4) ಇ.ಎಂ.ಡಿ. ಮೊತ್ತ: ರೂ. 10,000/- ಹೆಚ್ಚಿನ ವಿವರಗಳಿಗೆ ಕಛೇರಿ ವೇಳೆಯಲ್ಲಿ ಸಂಪರ್ಕಿಸಬಹುದು. — [711, 1241, 933, 1337]
tender-ad-2 — [467, 1140, 699, 1480]
land-col-1: ಬೆಂಗಳೂರು: ವಿಧಾನ ಸಭಾ ಕ್ಷೇತ್ರ ವ್ಯಾಪ್ತಿಯ ಕಾವೇರಿ ನೀರಾವರಿ ನಿಗಮದ ಕೆ.ಐ.ಎ.ಡಿ.ಬಿ ಹಾಗೂ ವಿವಿಧ ಸರ್ಕಾರಿ ಯೋಜನೆಗಳಿಗೆ ಭೂ ಸ್ವಾಧೀನ ಪಡಿಸಿಕೊಂಡ ಭೂ ಮಾಲೀಕರುಗಳಿಗೆ ಪರಿಹಾರ ವಿತರಿಸಲು ಕ್ರಮ ಕೈಗೊಳ್ಳಲಾಗಿದೆ ಎಂದು ಬೃಹತ್ ಮತ್ತು ಮಧ್ಯಮ ಕೈಗಾರಿಕಾ ಸಚಿವ ಎಂ.ಬಿ.ಪಾಟೀಲ್ ತಿಳಿಸಿದರು. ಇಂದು ವಿಧಾನಸಭೆಯ ಕಲಾಪದ ವೇಳೆ ಸದಸ್ಯ ಎಸ್.ಆರ್.ಶ್ರೀನಿವಾಸ್ ಅವರ ಪ್ರಶ್ನೆಗೆ ಉತ್ತರಿಸಿದ ಸಚಿವರು ಅಧಿಸೂಚನೆ ಹೊರಡಿಸಲಾಗಿದೆ ಎಂದರು. — [348, 510, 508, 595]
masthead-logo-part2: ಮುಗಿಲು — [823, 10, 871, 30]
ad-banner: ದರಪಟ್ಟಿ ಪ್ರಕಟಣೆ — [746, 1222, 898, 1237]
ad-ref: ನಂಉನಿ/ನಕೇಗ್ರಂ/ಪವ/150/ಫರ್ನಿಚರ್-ಫ್ಲ್ಯಾಟ್/2024-25/1153 — [236, 1200, 384, 1208]
sub-committee-body: ರಾಜ್ಯದಲ್ಲಿ ವಿಶ್ವವಿದ್ಯಾನಿಲಯಗಳನ್ನು ಮುಚ್ಚುವ ಬಗ್ಗೆ ಯಾವುದೇ ತೀರ್ಮಾನ ಆಗಿರುವುದಿಲ್ಲ. ಈ ಬಗ್ಗೆ ಅಧ್ಯಯನ ನಡೆಸಿ ವರದಿ ನೀಡುವಂತೆ ಉಪಮುಖ್ಯಮಂತ್ರಿಗಳ ನೇತೃತ್ವದಲ್ಲಿ ಸಚಿವ ಸಂಪುಟದ ಉಪಸಮಿತಿ ರಚನೆ ಮಾಡಲಾಗಿದೆ ಎಂದು ಮುಖ್ಯಮಂತ್ರಿ ಸಿದ್ದರಾಮಯ್ಯ ತಿಳಿಸಿದರು. ರಾಜ್ಯದ ವಿಶ್ವವಿದ್ಯಾನಿಲಯಗಳನ್ನು ಮುಚ್ಚುವ ಬಗ್ಗೆ ನಿಲುವಳಿ ಸೂಚನೆಯಡಿ ನಡೆದ ಚರ್ಚೆಗೆ ಉತ್ತರಿಸಿದ ಅವರು, ಸಮಿತಿಯು ನೀಡುವ ವರದಿ ಆಧರಿಸಿ ಮುಂದಿನ ಕ್ರಮ ಕೈಗೊಳ್ಳಲಾಗುವುದು ಎಂದು ಅವರು ತಿಳಿಸಿದರು. — [8, 508, 148, 604]
ad-signature: ಸಹಿ/- ಉಪ ನಿರ್ದೇಶಕರು, — [395, 1411, 454, 1419]
masthead-logo — [752, 8, 892, 30]
ad-email: ದೂರವಾಣಿ: 22240920, 22248072, E-mail: cclczone@gmail.com — [538, 1183, 672, 1201]
minister-photo — [166, 135, 342, 307]
masthead-logo-part1: ಸಂಜೆ — [773, 10, 803, 30]
sidebar-headline-school-admission: ವಿದ್ಯಾಶಾಲೆಯ 8ನೇ ತರಗತಿ ಪ್ರವೇಶಕ್ಕೆ ಅರ್ಜಿ ಆಹ್ವಾನ — [748, 839, 890, 878]
land-headline-line1: ಭೂ ಮಾಲೀಕರುಗಳಿಗೆ — [418, 418, 667, 459]
ad-date: ದಿನಾಂಕ: 14.03.2025 — [398, 1200, 456, 1208]
ad-email: ಇ-ಮೇಲ್: westzone_hampinagar@rediffmail.com — [286, 1183, 450, 1191]
govt-seal-icon — [475, 1147, 513, 1185]
exemption-body: ನಿರ್ಬಂಧಿತ ಪರಿಮಿತಿ ಅಂತರದೊಳಗಿನ ಭೂ ಮಂಜೂರಾತಿ ಅಧಿನಿಯಮಕ್ಕೆ ವಿನಾಯಿತಿ ಇಲ್ಲ ಎಂದು ಕಂದಾಯ ಸಚಿವ ಕೃಷ್ಣಬೈರೇಗೌಡ ಅವರು ತಿಳಿಸಿದರು. ಇಂದು ವಿಧಾನಸಭೆಯ ಕಲಾಪದ ವೇಳೆ ಸದಸ್ಯ ಟಿ.ಡಿ.ರಾಜೇಗೌಡ ಅವರು, ಪಟ್ಟಣ ಪಂಚಾಯಿತಿ ಮತ್ತು ನಗರಸಭೆ ವ್ಯಾಪ್ತಿಯ 3 ಕಿ.ಮೀ ವ್ಯಾಪ್ತಿಯ ಒಳಗಿನ ಸರ್ಕಾರಿ ಭೂಮಿಯನ್ನು ನಮೂನೆ ನಂ.50, 53 ಮತ್ತು 57 ರ ಅಡಿ ಅರ್ಜಿ ಸಲ್ಲಿಸಿರುವವರಿಗೆ ಸಕ್ರಮಗೊಳಿಸುವ ಸಂಬಂಧ ಕೇಳಿದ ಪ್ರಶ್ನೆಗೆ ಉತ್ತರಿಸಿದ ಸಚಿವರು, ಕರ್ನಾಟಕ ಭೂ ಕಂದಾಯ ಅಧಿನಿಯಮ 1964 ರ ಕಲಂ 94-ಎ ಮತ್ತು 94(ಬಿ) ಅಡಿಯಲ್ಲಿ ಅನಧಿಕೃತ ಸಾಗುವಳಿಯನ್ನು ಸಕ್ರಮಗೊಳಿಸಲು ಅವಕಾಶವಿದೆ. ನಿರ್ಬಂಧಿತ ಪ್ರದೇಶಗಳಲ್ಲಿ ಸಕ್ರಮಗೊಳಿಸಲು ಅವಕಾಶವಿರುವುದಿಲ್ಲ ಎಂದು ತಿಳಿಸಿದರು. — [8, 770, 358, 823]
tender-ad-1 — [230, 1140, 462, 1455]
ad-title: ಸಾರ್ವಜನಿಕ ಗ್ರಂಥಾಲಯ ಇಲಾಖೆ — [530, 1146, 680, 1162]
ad-footer: ವಾಸಾಇ/ಉಸಂ/ಇಮಿ/5679/2024-25 — [237, 1442, 322, 1449]
